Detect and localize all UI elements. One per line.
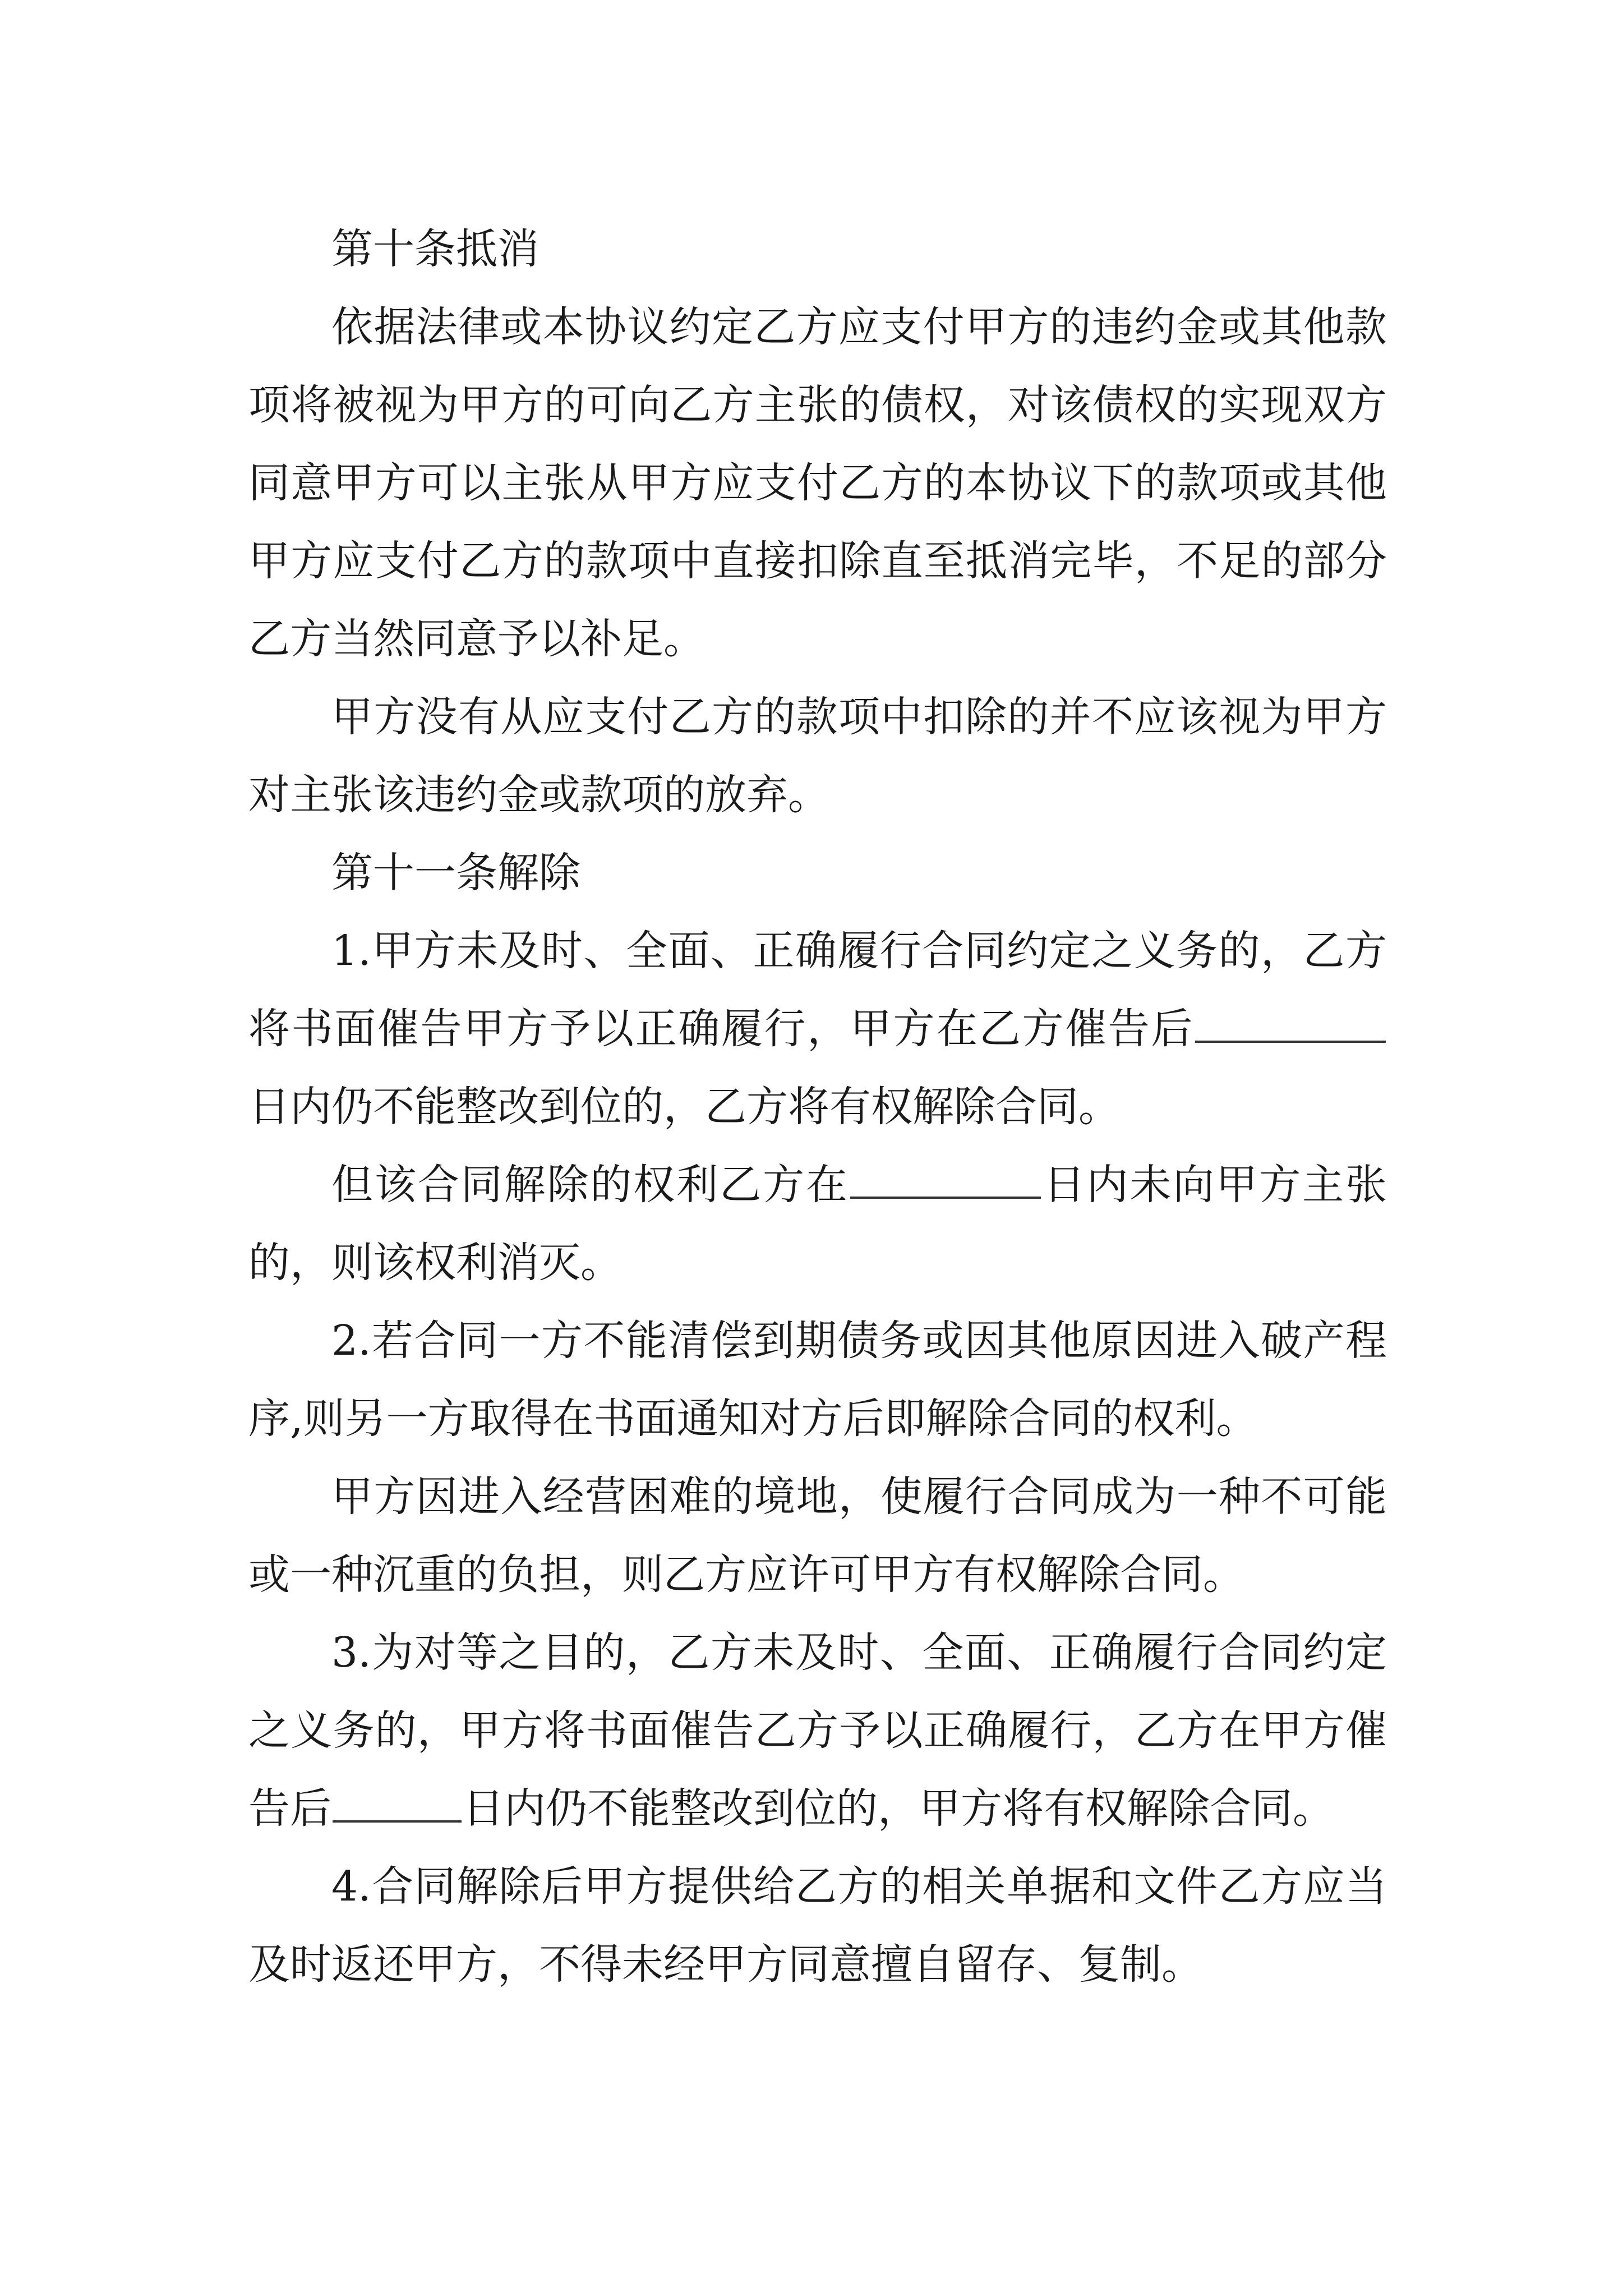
item-3-days-blank (333, 1781, 462, 1823)
item-1b-text-before-blank: 但该合同解除的权利乙方在 (331, 1161, 849, 1209)
article-11-item-2: 2.若合同一方不能清偿到期债务或因其他原因进入破产程序,则另一方取得在书面通知对方后即解除合同的权利。 (248, 1317, 1387, 1443)
item-1b-days-blank (850, 1157, 1041, 1199)
item-3-text-before-blank: 3.为对等之目的，乙方未及时、全面、正确履行合同约定之义务的，甲方将书面催告乙方予以正确履行，乙方在甲方催告后 (248, 1628, 1387, 1833)
article-11-item-1 (248, 912, 1387, 1146)
article-10-heading: 第十条抵消 (331, 225, 539, 273)
article-11-item-3 (248, 1614, 1387, 1848)
article-11-item-1-continued (248, 1146, 1387, 1302)
article-10-paragraph-1: 依据法律或本协议约定乙方应支付甲方的违约金或其他款项将被视为甲方的可向乙方主张的债权，对该债权的实现双方同意甲方可以主张从甲方应支付乙方的本协议下的款项或其他甲方应支付乙方的款项中直接扣除直至抵消完毕，不足的部分乙方当然同意予以补足。 (248, 303, 1387, 663)
item-1-text-after-blank: 日内仍不能整改到位的，乙方将有权解除合同。 (248, 1083, 1120, 1131)
item-3-text-after-blank: 日内仍不能整改到位的，甲方将有权解除合同。 (463, 1784, 1334, 1833)
article-11-heading: 第十一条解除 (331, 849, 580, 897)
document-body (248, 210, 1387, 2004)
item-1-days-blank (1195, 1001, 1386, 1043)
article-11-item-2-continued: 甲方因进入经营困难的境地，使履行合同成为一种不可能或一种沉重的负担，则乙方应许可甲方有权解除合同。 (248, 1473, 1387, 1599)
article-10-paragraph-2: 甲方没有从应支付乙方的款项中扣除的并不应该视为甲方对主张该违约金或款项的放弃。 (248, 693, 1387, 819)
article-11-item-4: 4.合同解除后甲方提供给乙方的相关单据和文件乙方应当及时返还甲方，不得未经甲方同意擅自留存、复制。 (248, 1862, 1387, 1989)
item-1-text-before-blank: 1.甲方未及时、全面、正确履行合同约定之义务的，乙方将书面催告甲方予以正确履行，甲方在乙方催告后 (248, 927, 1387, 1053)
item-1b-text-after-blank: 日内未向甲方主张的，则该权利消灭。 (248, 1161, 1387, 1287)
